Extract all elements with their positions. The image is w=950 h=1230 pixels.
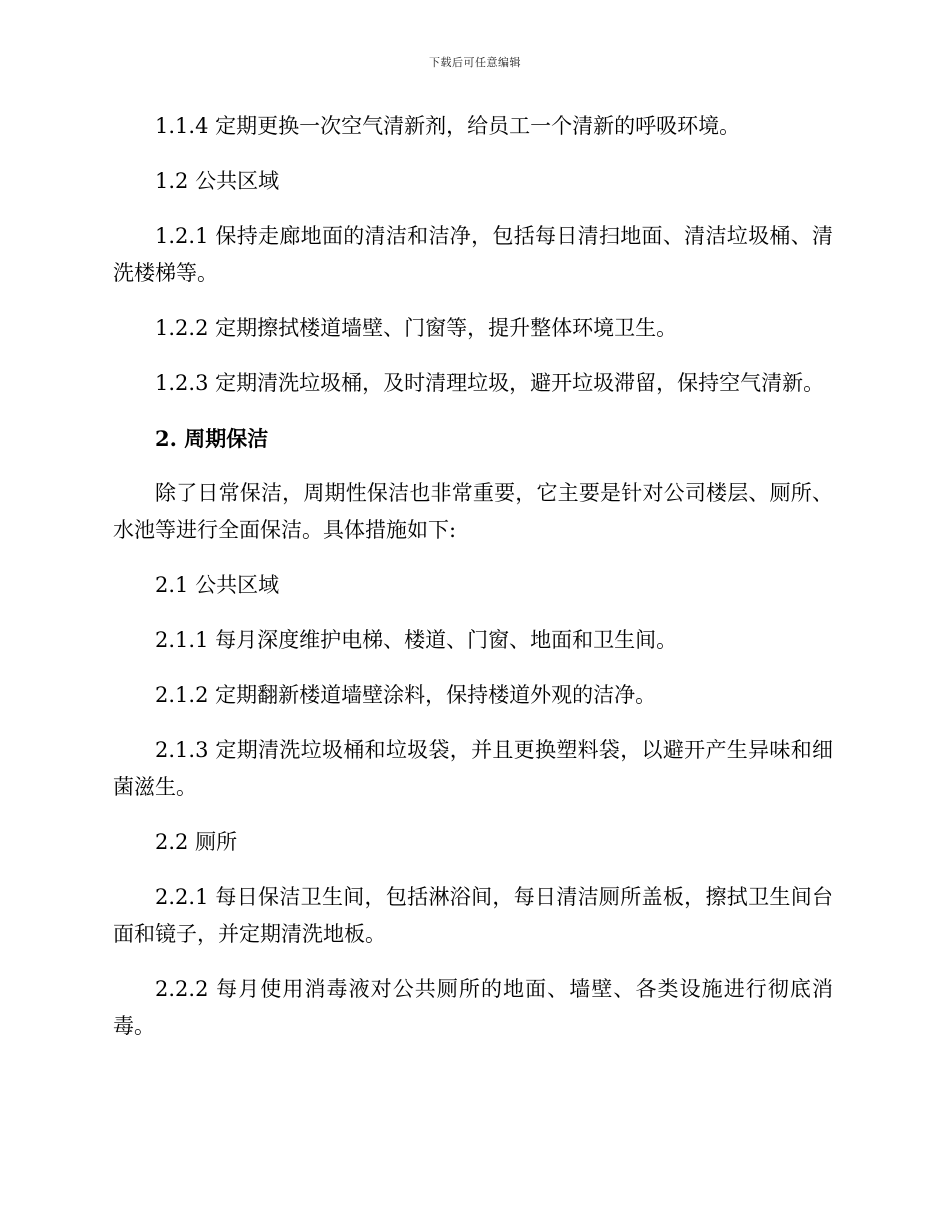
section-heading-2: 2. 周期保洁 [155,426,269,451]
paragraph-2-1-3: 2.1.3 定期清洗垃圾桶和垃圾袋，并且更换塑料袋，以避开产生异味和细菌滋生。 [113,738,833,799]
paragraph-1-2-3: 1.2.3 定期清洗垃圾桶，及时清理垃圾，避开垃圾滞留，保持空气清新。 [155,371,825,395]
paragraph-2-2-2: 2.2.2 每月使用消毒液对公共厕所的地面、墙壁、各类设施进行彻底消毒。 [113,977,833,1038]
paragraph-2-2-1: 2.2.1 每日保洁卫生间，包括淋浴间，每日清洁厕所盖板，擦拭卫生间台面和镜子，并定期清洗地板。 [113,885,833,946]
document-body [113,108,833,1063]
paragraph-2-intro: 除了日常保洁，周期性保洁也非常重要，它主要是针对公司楼层、厕所、水池等进行全面保洁。具体措施如下: [113,481,833,542]
section-heading-2-1: 2.1 公共区域 [155,573,280,597]
paragraph-1-2-2: 1.2.2 定期擦拭楼道墙壁、门窗等，提升整体环境卫生。 [155,316,678,340]
paragraph-1-2-1: 1.2.1 保持走廊地面的清洁和洁净，包括每日清扫地面、清洁垃圾桶、清洗楼梯等。 [113,224,833,285]
paragraph-2-1-2: 2.1.2 定期翻新楼道墙壁涂料，保持楼道外观的洁净。 [155,683,657,707]
section-heading-2-2: 2.2 厕所 [155,830,238,854]
page-header: 下载后可任意编辑 [429,56,521,69]
section-heading-1-2: 1.2 公共区域 [155,169,280,193]
paragraph-1-1-4: 1.1.4 定期更换一次空气清新剂，给员工一个清新的呼吸环境。 [155,114,741,138]
paragraph-2-1-1: 2.1.1 每月深度维护电梯、楼道、门窗、地面和卫生间。 [155,628,678,652]
